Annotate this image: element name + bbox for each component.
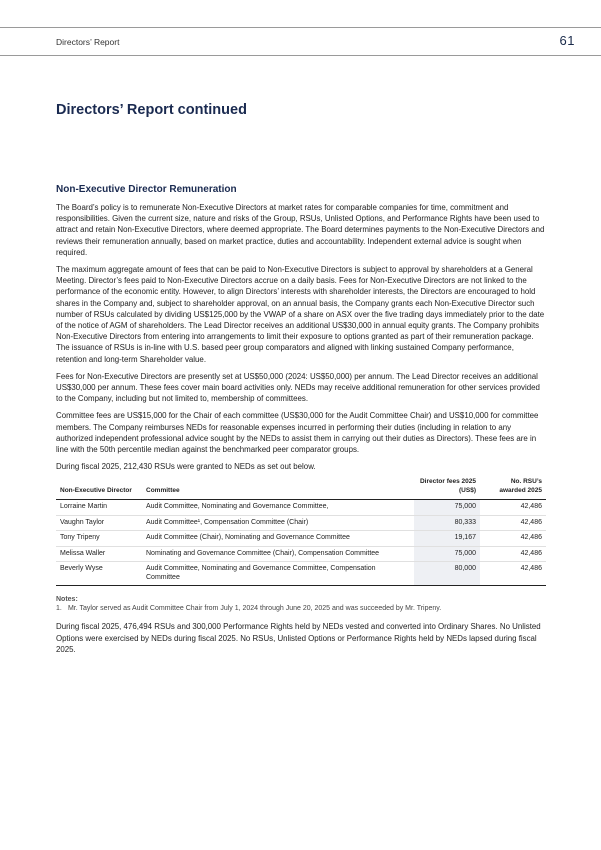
page-title: Directors’ Report continued xyxy=(56,102,247,118)
paragraph-fee-levels: Fees for Non-Executive Directors are presently set at US$50,000 (2024: US$50,000) per annum. The Lead Director receives an additional US$30,000 per annum. These fees cover main board activities only. NEDs may receive additional remuneration for other services provided to the Company, including but not limited to, membership of committees. xyxy=(56,371,540,404)
paragraph-rsu-grant: During fiscal 2025, 212,430 RSUs were granted to NEDs as set out below. xyxy=(56,462,316,472)
top-divider xyxy=(0,27,601,28)
table-row xyxy=(56,531,546,547)
table-row xyxy=(56,546,546,562)
page-header xyxy=(56,34,575,52)
ned-remuneration-table xyxy=(56,478,546,586)
cell-rsus: 42,486 xyxy=(480,531,546,547)
cell-fees: 19,167 xyxy=(414,531,480,547)
header-rsus: No. RSU’s awarded 2025 xyxy=(499,478,542,494)
cell-director: Vaughn Taylor xyxy=(56,515,142,531)
cell-rsus: 42,486 xyxy=(480,546,546,562)
header-title: Directors’ Report xyxy=(56,37,120,47)
cell-fees: 75,000 xyxy=(414,546,480,562)
table-row xyxy=(56,500,546,516)
header-divider xyxy=(0,55,601,56)
cell-committee: Nominating and Governance Committee (Chair), Compensation Committee xyxy=(142,546,414,562)
table-header-row xyxy=(56,478,546,500)
paragraph-policy: The Board’s policy is to remunerate Non-Executive Directors at market rates for comparable companies for time, commitment and responsibilities. Given the current size, nature and risks of the Group, RSUs, Unlisted Options, and Performance Rights have been used to attract and retain Non-Executive Directors, where deemed appropriate. The Board determines payments to the Non-Executive Directors and reviews their remuneration annually, based on market practice, duties and accountability. Independent external advice is sought when required. xyxy=(56,203,545,257)
cell-committee: Audit Committee, Nominating and Governance Committee, Compensation Committee xyxy=(142,562,414,586)
note-number: 1. xyxy=(56,605,62,613)
table-row xyxy=(56,515,546,531)
paragraph-committee-fees: Committee fees are US$15,000 for the Chair of each committee (US$30,000 for the Audit Committee Chair) and US$10,000 for committee members. The Company reimburses NEDs for reasonable expenses incurred in performing their duties (including in relation to any authorized independent professional advice sought by the NEDs to assist them in carrying out their duties as Directors). These fees are in line with the 50th percentile median against the benchmarked peer comparator groups. xyxy=(56,411,539,455)
cell-director: Tony Tripeny xyxy=(56,531,142,547)
header-director: Non-Executive Director xyxy=(60,486,132,494)
cell-rsus: 42,486 xyxy=(480,562,546,586)
header-committee: Committee xyxy=(146,486,180,494)
table-row xyxy=(56,562,546,586)
paragraph-fees-approval: The maximum aggregate amount of fees that can be paid to Non-Executive Directors is subject to approval by shareholders at a General Meeting. Director’s fees paid to Non-Executive Directors accrue on a daily basis. Fees for Non-Executive Directors are not linked to the performance of the economic entity. However, to align Directors’ interests with shareholder interests, the Directors are encouraged to hold shares in the Company and, subject to shareholder approval, on an annual basis, the Company grants each Non-Executive Director such number of RSUs calculated by dividing US$125,000 by the VWAP of a share on ASX over the five trading days immediately prior to the date of the notice of AGM of shareholders. The Lead Director receives an additional US$30,000 in annual equity grants. The Company prohibits Non-Executive Directors from entering into arrangements to limit their exposure to options granted as part of their remuneration package. The issuance of RSUs is in-line with U.S. based peer group comparators and aligned with linking sustained Company performance, retention and long-term Shareholder value. xyxy=(56,265,545,364)
notes-label: Notes: xyxy=(56,596,78,604)
cell-committee: Audit Committee, Nominating and Governance Committee, xyxy=(142,500,414,516)
cell-committee: Audit Committee (Chair), Nominating and Governance Committee xyxy=(142,531,414,547)
cell-rsus: 42,486 xyxy=(480,500,546,516)
page-number: 61 xyxy=(559,33,575,48)
section-title: Non-Executive Director Remuneration xyxy=(56,184,237,195)
paragraph-vesting: During fiscal 2025, 476,494 RSUs and 300,000 Performance Rights held by NEDs vested and converted into Ordinary Shares. No Unlisted Options were exercised by NEDs during fiscal 2025. No RSUs, Unlisted Options or Performance Rights held by NEDs lapsed during fiscal 2025. xyxy=(56,622,541,654)
cell-director: Lorraine Martin xyxy=(56,500,142,516)
cell-rsus: 42,486 xyxy=(480,515,546,531)
cell-fees: 80,000 xyxy=(414,562,480,586)
cell-fees: 80,333 xyxy=(414,515,480,531)
cell-committee: Audit Committee¹, Compensation Committee (Chair) xyxy=(142,515,414,531)
header-fees: Director fees 2025 (US$) xyxy=(419,478,476,494)
main-content xyxy=(56,184,546,661)
cell-fees: 75,000 xyxy=(414,500,480,516)
cell-director: Beverly Wyse xyxy=(56,562,142,586)
note-text: Mr. Taylor served as Audit Committee Chair from July 1, 2024 through June 20, 2025 and was succeeded by Mr. Tripeny. xyxy=(67,605,442,613)
note-item xyxy=(56,605,546,612)
cell-director: Melissa Waller xyxy=(56,546,142,562)
